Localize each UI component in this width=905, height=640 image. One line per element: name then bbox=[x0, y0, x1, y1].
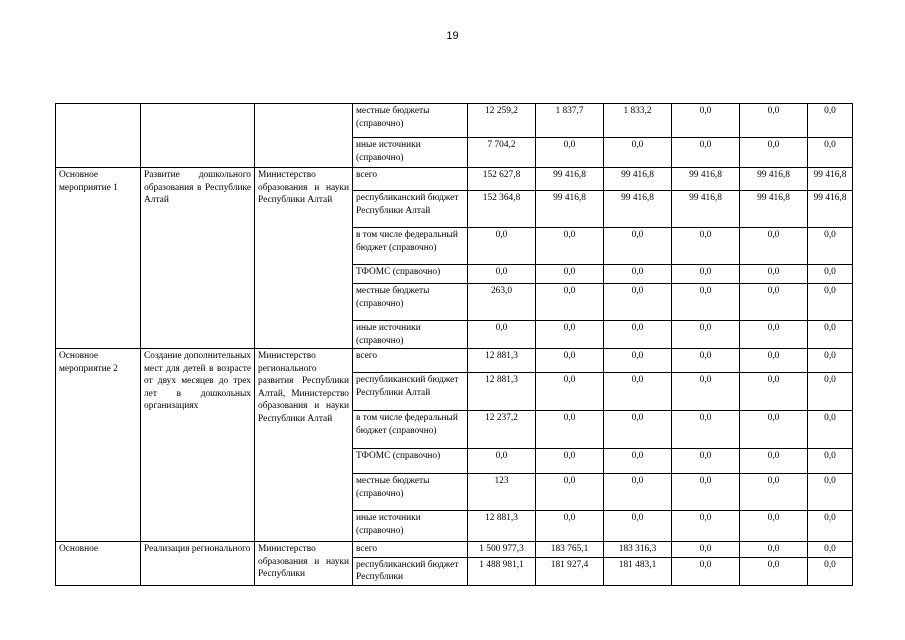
amount-cell: 0,0 bbox=[808, 474, 853, 511]
amount-cell: 0,0 bbox=[604, 411, 672, 449]
amount-cell: 0,0 bbox=[468, 228, 536, 265]
amount-cell: 0,0 bbox=[672, 104, 740, 138]
amount-cell: 1 500 977,3 bbox=[468, 542, 536, 558]
amount-cell: 12 881,3 bbox=[468, 349, 536, 373]
amount-cell: 1 837,7 bbox=[536, 104, 604, 138]
activity-name: Реализация регионального bbox=[141, 542, 255, 586]
activity-type: Основное мероприятие 2 bbox=[56, 349, 141, 542]
amount-cell: 0,0 bbox=[740, 474, 808, 511]
activity-name-cell bbox=[141, 104, 255, 168]
amount-cell: 0,0 bbox=[604, 373, 672, 411]
amount-cell: 263,0 bbox=[468, 284, 536, 321]
funding-source: иные источники (справочно) bbox=[353, 138, 468, 168]
funding-source: ТФОМС (справочно) bbox=[353, 449, 468, 474]
amount-cell: 0,0 bbox=[672, 449, 740, 474]
activity-name: Развитие дошкольного образования в Республике Алтай bbox=[141, 168, 255, 349]
table-row bbox=[56, 349, 853, 373]
amount-cell: 0,0 bbox=[740, 449, 808, 474]
activity-name: Создание дополнительных мест для детей в возрасте от двух месяцев до трех лет в дошкольных организациях bbox=[141, 349, 255, 542]
table-row bbox=[56, 104, 853, 138]
executor-cell bbox=[255, 104, 353, 168]
funding-source: всего bbox=[353, 349, 468, 373]
amount-cell: 0,0 bbox=[808, 104, 853, 138]
amount-cell: 0,0 bbox=[808, 138, 853, 168]
funding-source: местные бюджеты (справочно) bbox=[353, 284, 468, 321]
table-row bbox=[56, 542, 853, 558]
amount-cell: 0,0 bbox=[468, 449, 536, 474]
amount-cell: 0,0 bbox=[672, 138, 740, 168]
amount-cell: 0,0 bbox=[672, 228, 740, 265]
amount-cell: 0,0 bbox=[672, 284, 740, 321]
amount-cell: 0,0 bbox=[604, 265, 672, 284]
amount-cell: 99 416,8 bbox=[536, 191, 604, 228]
amount-cell: 0,0 bbox=[536, 411, 604, 449]
amount-cell: 0,0 bbox=[808, 449, 853, 474]
amount-cell: 0,0 bbox=[740, 411, 808, 449]
amount-cell: 99 416,8 bbox=[604, 191, 672, 228]
amount-cell: 1 488 981,1 bbox=[468, 557, 536, 585]
amount-cell: 183 316,3 bbox=[604, 542, 672, 558]
table-row bbox=[56, 168, 853, 191]
amount-cell: 0,0 bbox=[740, 321, 808, 349]
funding-source: республиканский бюджет Республики bbox=[353, 557, 468, 585]
funding-source: местные бюджеты (справочно) bbox=[353, 474, 468, 511]
budget-table bbox=[55, 103, 853, 586]
amount-cell: 0,0 bbox=[740, 284, 808, 321]
activity-executor: Министерство образования и науки Республики bbox=[255, 542, 353, 586]
amount-cell: 123 bbox=[468, 474, 536, 511]
amount-cell: 0,0 bbox=[536, 228, 604, 265]
amount-cell: 0,0 bbox=[740, 373, 808, 411]
amount-cell: 0,0 bbox=[604, 511, 672, 542]
activity-type: Основное bbox=[56, 542, 141, 586]
amount-cell: 99 416,8 bbox=[740, 168, 808, 191]
funding-source: всего bbox=[353, 542, 468, 558]
amount-cell: 0,0 bbox=[808, 373, 853, 411]
amount-cell: 0,0 bbox=[604, 474, 672, 511]
amount-cell: 99 416,8 bbox=[808, 191, 853, 228]
amount-cell: 152 627,8 bbox=[468, 168, 536, 191]
amount-cell: 0,0 bbox=[536, 373, 604, 411]
amount-cell: 0,0 bbox=[604, 349, 672, 373]
page-number: 19 bbox=[446, 30, 459, 42]
amount-cell: 12 881,3 bbox=[468, 373, 536, 411]
amount-cell: 0,0 bbox=[536, 474, 604, 511]
amount-cell: 0,0 bbox=[740, 511, 808, 542]
amount-cell: 0,0 bbox=[808, 557, 853, 585]
amount-cell: 0,0 bbox=[604, 228, 672, 265]
amount-cell: 0,0 bbox=[740, 265, 808, 284]
activity-executor: Министерство образования и науки Республики Алтай bbox=[255, 168, 353, 349]
amount-cell: 0,0 bbox=[740, 542, 808, 558]
amount-cell: 0,0 bbox=[468, 265, 536, 284]
amount-cell: 0,0 bbox=[808, 349, 853, 373]
amount-cell: 183 765,1 bbox=[536, 542, 604, 558]
amount-cell: 0,0 bbox=[740, 104, 808, 138]
amount-cell: 0,0 bbox=[808, 228, 853, 265]
amount-cell: 0,0 bbox=[604, 284, 672, 321]
activity-type: Основное мероприятие 1 bbox=[56, 168, 141, 349]
amount-cell: 0,0 bbox=[672, 373, 740, 411]
amount-cell: 0,0 bbox=[672, 474, 740, 511]
amount-cell: 99 416,8 bbox=[672, 191, 740, 228]
amount-cell: 0,0 bbox=[672, 265, 740, 284]
amount-cell: 0,0 bbox=[672, 349, 740, 373]
amount-cell: 0,0 bbox=[808, 542, 853, 558]
amount-cell: 0,0 bbox=[672, 411, 740, 449]
amount-cell: 0,0 bbox=[604, 138, 672, 168]
amount-cell: 0,0 bbox=[808, 411, 853, 449]
amount-cell: 12 237,2 bbox=[468, 411, 536, 449]
amount-cell: 0,0 bbox=[672, 511, 740, 542]
funding-source: иные источники (справочно) bbox=[353, 511, 468, 542]
funding-source: иные источники (справочно) bbox=[353, 321, 468, 349]
funding-source: местные бюджеты (справочно) bbox=[353, 104, 468, 138]
funding-source: в том числе федеральный бюджет (справочно) bbox=[353, 411, 468, 449]
amount-cell: 99 416,8 bbox=[808, 168, 853, 191]
amount-cell: 0,0 bbox=[672, 557, 740, 585]
amount-cell: 0,0 bbox=[536, 449, 604, 474]
funding-source: в том числе федеральный бюджет (справочно) bbox=[353, 228, 468, 265]
amount-cell: 99 416,8 bbox=[672, 168, 740, 191]
amount-cell: 0,0 bbox=[536, 138, 604, 168]
amount-cell: 12 259,2 bbox=[468, 104, 536, 138]
amount-cell: 0,0 bbox=[672, 542, 740, 558]
activity-executor: Министерство регионального развития Республики Алтай, Министерство образования и науки Республики Алтай bbox=[255, 349, 353, 542]
funding-source: республиканский бюджет Республики Алтай bbox=[353, 373, 468, 411]
funding-source: республиканский бюджет Республики Алтай bbox=[353, 191, 468, 228]
amount-cell: 0,0 bbox=[536, 321, 604, 349]
amount-cell: 152 364,8 bbox=[468, 191, 536, 228]
amount-cell: 0,0 bbox=[740, 557, 808, 585]
amount-cell: 0,0 bbox=[740, 228, 808, 265]
amount-cell: 0,0 bbox=[604, 321, 672, 349]
amount-cell: 0,0 bbox=[672, 321, 740, 349]
amount-cell: 0,0 bbox=[536, 265, 604, 284]
amount-cell: 0,0 bbox=[808, 321, 853, 349]
funding-source: всего bbox=[353, 168, 468, 191]
amount-cell: 0,0 bbox=[808, 511, 853, 542]
amount-cell: 0,0 bbox=[468, 321, 536, 349]
activity-type-cell bbox=[56, 104, 141, 168]
amount-cell: 99 416,8 bbox=[740, 191, 808, 228]
amount-cell: 181 483,1 bbox=[604, 557, 672, 585]
amount-cell: 0,0 bbox=[740, 349, 808, 373]
amount-cell: 0,0 bbox=[536, 511, 604, 542]
amount-cell: 99 416,8 bbox=[604, 168, 672, 191]
funding-source: ТФОМС (справочно) bbox=[353, 265, 468, 284]
amount-cell: 0,0 bbox=[808, 284, 853, 321]
amount-cell: 99 416,8 bbox=[536, 168, 604, 191]
amount-cell: 0,0 bbox=[740, 138, 808, 168]
amount-cell: 0,0 bbox=[604, 449, 672, 474]
amount-cell: 7 704,2 bbox=[468, 138, 536, 168]
amount-cell: 12 881,3 bbox=[468, 511, 536, 542]
amount-cell: 0,0 bbox=[808, 265, 853, 284]
table-body bbox=[56, 104, 853, 586]
amount-cell: 0,0 bbox=[536, 349, 604, 373]
amount-cell: 181 927,4 bbox=[536, 557, 604, 585]
amount-cell: 0,0 bbox=[536, 284, 604, 321]
amount-cell: 1 833,2 bbox=[604, 104, 672, 138]
